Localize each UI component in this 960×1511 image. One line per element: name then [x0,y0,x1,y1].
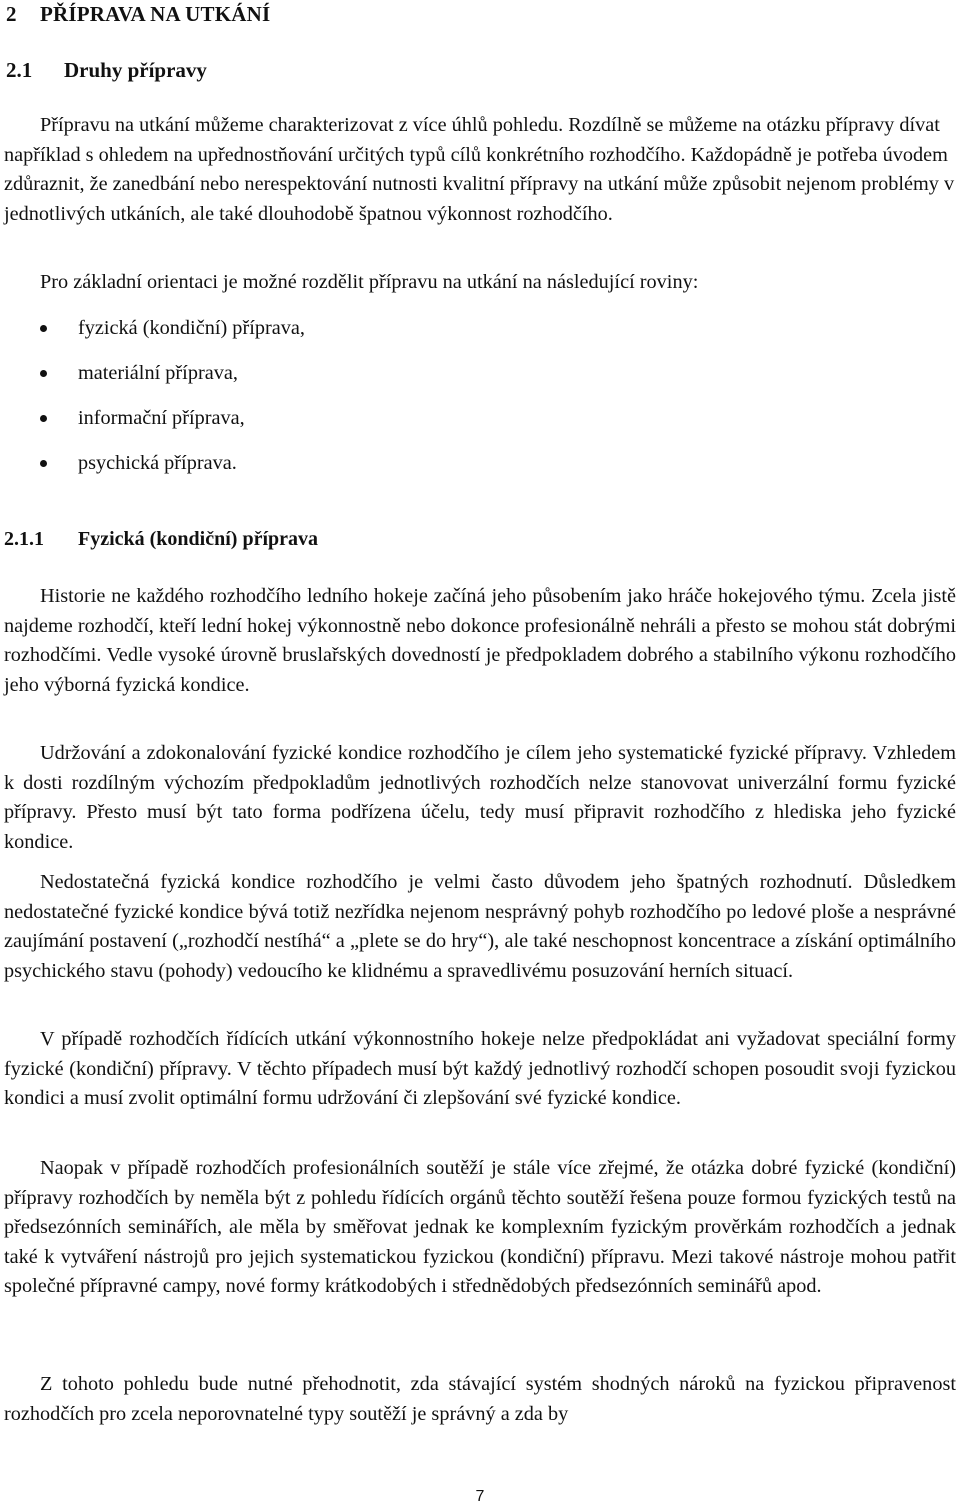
chapter-title: PŘÍPRAVA NA UTKÁNÍ [40,2,271,26]
list-item-text: informační příprava, [78,407,245,429]
body-paragraph: Naopak v případě rozhodčích profesionálních soutěží je stále více zřejmé, že otázka dobré fyzické (kondiční) přípravy rozhodčích by neměla být z pohledu řídících orgánů těchto soutěží řešena pouze formou fyzických testů na předsezónních seminářích, ale měla by směřovat jednak ke komplexním fyzickým prověrkám rozhodčích a jednak také k vytváření nástrojů pro jejich systematickou fyzickou (kondiční) přípravu. Mezi takové nástroje mohou patřit společné přípravné campy, nové formy krátkodobých i střednědobých předsezónních seminářů apod. [4,1157,956,1297]
body-paragraph: Udržování a zdokonalování fyzické kondice rozhodčího je cílem jeho systematické fyzické přípravy. Vzhledem k dosti rozdílným výchozím předpokladům jednotlivých rozhodčích nelze stanovovat univerzální formu fyzické přípravy. Přesto musí být tato forma podřízena účelu, tedy musí připravit rozhodčího z hlediska jeho fyzické kondice. [4,742,956,853]
list-item [0,361,960,406]
section-heading [6,58,207,83]
chapter-heading [6,2,270,27]
bullet-icon [40,325,47,332]
bullet-icon [40,415,47,422]
preparation-levels-list [0,316,960,496]
section-title: Druhy přípravy [64,58,207,82]
list-item-text: materiální příprava, [78,362,238,384]
intro-paragraph: Přípravu na utkání můžeme charakterizovat z více úhlů pohledu. Rozdílně se můžeme na otázku přípravy dívat například s ohledem na upřednostňování určitých typů cílů konkrétního rozhodčího. Každopádně je potřeba úvodem zdůraznit, že zanedbání nebo nerespektování nutnosti kvalitní přípravy na utkání může způsobit nejenom problémy v jednotlivých utkáních, ale také dlouhodobě špatnou výkonnost rozhodčího. [4,114,955,225]
subsection-number: 2.1.1 [4,528,44,550]
page-number: 7 [475,1488,485,1505]
body-paragraph: Nedostatečná fyzická kondice rozhodčího je velmi často důvodem jeho špatných rozhodnutí. Důsledkem nedostatečné fyzické kondice bývá totiž nezřídka nejenom nesprávný pohyb rozhodčího po ledové ploše a nesprávné zaujímání postavení („rozhodčí nestíhá“ a „plete se do hry“), ale také neschopnost koncentrace a získání optimálního psychického stavu (pohody) vedoucího ke klidnému a spravedlivému posuzování herních situací. [4,871,956,982]
list-item [0,451,960,496]
list-item [0,316,960,361]
subsection-title: Fyzická (kondiční) příprava [78,528,319,550]
body-paragraph: Z tohoto pohledu bude nutné přehodnotit, zda stávající systém shodných nároků na fyzickou připravenost rozhodčích pro zcela neporovnatelné typy soutěží je správný a zda by [4,1373,956,1425]
list-item [0,406,960,451]
bullet-icon [40,370,47,377]
body-paragraph: V případě rozhodčích řídících utkání výkonnostního hokeje nelze předpokládat ani vyžadovat speciální formy fyzické (kondiční) přípravy. V těchto případech musí být každý jednotlivý rozhodčí schopen posoudit svoji fyzickou kondici a musí zvolit optimální formu udržování či zlepšování své fyzické kondice. [4,1028,956,1109]
bullet-icon [40,460,47,467]
body-paragraph: Historie ne každého rozhodčího ledního hokeje začíná jeho působením jako hráče hokejového týmu. Zcela jistě najdeme rozhodčí, kteří lední hokej výkonnostně nebo dokonce profesionálně nehráli a přesto se mohou stát dobrými rozhodčími. Vedle vysoké úrovně bruslařských dovedností je předpokladem dobrého a stabilního výkonu rozhodčího jeho výborná fyzická kondice. [4,585,956,696]
orientation-paragraph: Pro základní orientaci je možné rozdělit přípravu na utkání na následující roviny: [40,271,699,293]
list-item-text: psychická příprava. [78,452,237,474]
subsection-heading [4,528,318,551]
list-item-text: fyzická (kondiční) příprava, [78,317,305,339]
section-number: 2.1 [6,58,33,82]
chapter-number: 2 [6,2,17,26]
